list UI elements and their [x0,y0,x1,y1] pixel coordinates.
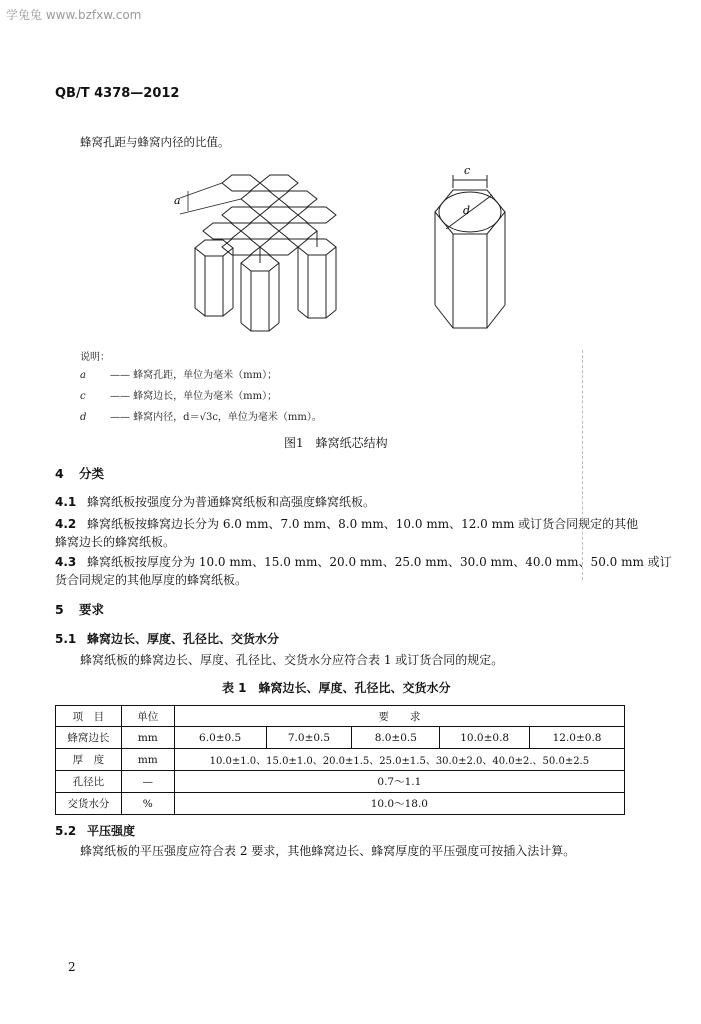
intro-line: 蜂窝孔距与蜂窝内径的比值。 [80,135,230,149]
row-label: 交货水分 [56,793,122,815]
table-row [56,771,625,793]
table-row [56,706,625,727]
header-item: 项 目 [56,706,122,727]
table-1 [55,705,625,815]
single-prism [435,175,505,328]
honeycomb-cluster [195,175,336,331]
standard-code: QB/T 4378—2012 [55,86,180,101]
table-cell: 10.0～18.0 [174,793,624,815]
legend-item [80,408,322,423]
table-cell: 10.0±0.8 [440,727,530,749]
legend-symbol: d [80,412,87,423]
table-cell: 6.0±0.5 [174,727,266,749]
legend-text: —— 蜂窝边长，单位为毫米（mm）； [110,391,278,402]
clause-text: 蜂窝纸板按强度分为普通蜂窝纸板和高强度蜂窝纸板。 [87,495,376,509]
legend-title: 说明： [80,352,110,363]
row-unit: — [121,771,174,793]
watermark: 学兔兔 www.bzfxw.com [6,8,142,22]
section-5-heading [55,600,104,618]
honeycomb-figure [160,160,540,345]
legend-item [80,366,277,381]
legend-symbol: a [80,370,86,381]
scan-margin-line [582,350,583,580]
dimension-a [180,183,241,214]
label-a: a [174,194,181,207]
legend-text: —— 蜂窝孔距，单位为毫米（mm）； [110,370,278,381]
table-row [56,727,625,749]
header-req: 要 求 [174,706,624,727]
label-d: d [463,204,471,217]
section-4-heading [55,464,104,482]
clause-5-2-heading [55,822,135,839]
table-1-caption: 表 1 蜂窝边长、厚度、孔径比、交货水分 [222,681,451,695]
clause-number: 5.1 [55,632,77,646]
clause-text: 蜂窝纸板按蜂窝边长分为 6.0 mm、7.0 mm、8.0 mm、10.0 mm、12.0 mm 或订货合同规定的其他 [87,517,639,531]
label-c: c [464,164,471,177]
clause-4-3-cont: 货合同规定的其他厚度的蜂窝纸板。 [55,573,248,587]
header-unit: 单位 [121,706,174,727]
section-number: 4 [55,466,64,481]
clause-number: 5.2 [55,824,77,838]
row-label: 厚 度 [56,749,122,771]
table-cell: 8.0±0.5 [352,727,440,749]
row-label: 蜂窝边长 [56,727,122,749]
figure-caption: 图1 蜂窝纸芯结构 [284,436,388,450]
table-cell: 10.0±1.0、15.0±1.0、20.0±1.5、25.0±1.5、30.0±2.0、40.0±2.、50.0±2.5 [174,749,624,771]
section-title: 分类 [79,466,105,481]
clause-4-3 [55,553,672,570]
clause-4-2 [55,515,638,532]
clause-title: 蜂窝边长、厚度、孔径比、交货水分 [87,632,280,646]
clause-title: 平压强度 [87,824,136,838]
legend-symbol: c [80,391,86,402]
legend-text: —— 蜂窝内径，d＝√3c，单位为毫米（mm）。 [110,412,322,423]
clause-number: 4.1 [55,495,77,509]
table-cell: 12.0±0.8 [530,727,625,749]
row-unit: % [121,793,174,815]
table-row [56,749,625,771]
table-cell: 7.0±0.5 [266,727,352,749]
clause-5-2-text: 蜂窝纸板的平压强度应符合表 2 要求，其他蜂窝边长、蜂窝厚度的平压强度可按插入法计算。 [80,844,576,858]
row-label: 孔径比 [56,771,122,793]
clause-4-1 [55,493,375,510]
table-row [56,793,625,815]
clause-5-1-heading [55,630,279,647]
clause-number: 4.2 [55,517,77,531]
row-unit: mm [121,749,174,771]
table-cell: 0.7～1.1 [174,771,624,793]
clause-4-2-cont: 蜂窝边长的蜂窝纸板。 [55,535,176,549]
clause-text: 蜂窝纸板按厚度分为 10.0 mm、15.0 mm、20.0 mm、25.0 mm、30.0 mm、40.0 mm、50.0 mm 或订 [87,555,672,569]
section-number: 5 [55,602,64,617]
page-number: 2 [68,960,76,974]
clause-number: 4.3 [55,555,77,569]
row-unit: mm [121,727,174,749]
clause-5-1-text: 蜂窝纸板的蜂窝边长、厚度、孔径比、交货水分应符合表 1 或订货合同的规定。 [80,653,504,667]
section-title: 要求 [79,602,105,617]
legend-item [80,387,277,402]
